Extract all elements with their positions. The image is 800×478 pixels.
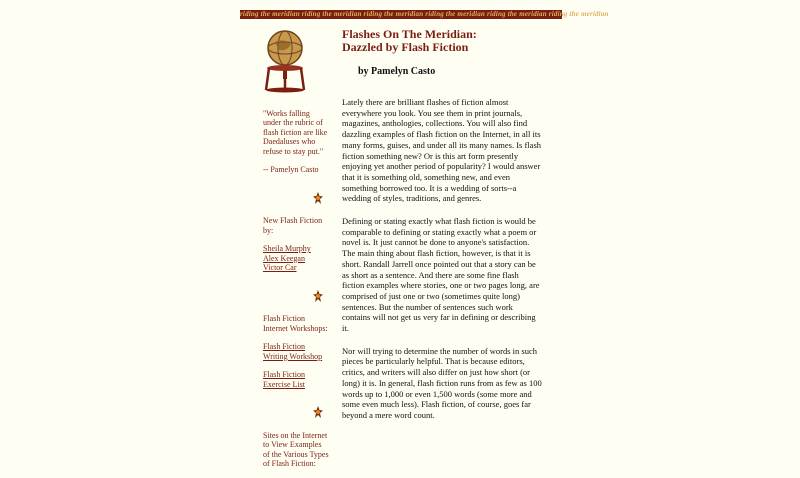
armillary-globe-icon bbox=[263, 28, 307, 94]
workshops-heading: Flash Fiction Internet Workshops: bbox=[263, 314, 328, 333]
article-paragraph: Nor will trying to determine the number of words in such pieces be particularly helpful. That is because editors, critics, and writers will also differ on just how short (or long) it is. In general, flash fiction runs from as few as 100 words up to 1,000 or even 1,500 words (some more and some even much less). Flash fiction, of course, goes far beyond a mere word count. bbox=[342, 345, 542, 420]
article-title bbox=[342, 28, 542, 54]
quote-attribution: -- Pamelyn Casto bbox=[263, 165, 319, 174]
author-link-sheila-murphy[interactable]: Sheila Murphy bbox=[263, 244, 311, 253]
sidebar bbox=[263, 28, 329, 478]
article bbox=[342, 28, 542, 433]
top-banner: riding the meridian riding the meridian riding the meridian riding the meridian riding the meridian riding the meridian bbox=[240, 10, 609, 18]
exercise-list-link[interactable]: Flash Fiction Exercise List bbox=[263, 370, 306, 389]
author-link-alex-keegan[interactable]: Alex Keegan bbox=[263, 253, 305, 263]
author-links bbox=[263, 244, 329, 273]
title-line-1: Flashes On The Meridian: bbox=[342, 27, 477, 41]
title-line-2: Dazzled by Flash Fiction bbox=[342, 40, 469, 54]
article-byline: by Pamelyn Casto bbox=[358, 66, 436, 77]
article-paragraph: Lately there are brilliant flashes of fiction almost everywhere you look. You see them in print journals, magazines, anthologies, collections. You will also find dazzling examples of flash fiction on the Internet, in all its many forms, guises, and under all its many names. Is flash fiction something new? Or is this art form presently enjoying yet another period of popularity? I would answer that it is something old, something new, and even something borrowed too. It is a wedding of sorts--a wedding of styles, traditions, and genres. bbox=[342, 97, 542, 204]
new-flash-heading: New Flash Fiction by: bbox=[263, 216, 323, 235]
author-link-victor-car[interactable]: Victor Car bbox=[263, 263, 297, 272]
quote-text: "Works falling under the rubric of flash fiction are like Daedaluses who refuse to stay put." bbox=[263, 108, 328, 156]
workshop-link[interactable]: Flash Fiction Writing Workshop bbox=[263, 342, 323, 361]
sites-heading: Sites on the Internet to View Examples of the Various Types of Flash Fiction: bbox=[263, 430, 329, 468]
sidebar-quote bbox=[263, 109, 329, 175]
article-paragraph: Defining or stating exactly what flash fiction is would be comparable to defining or stating exactly what a poem or novel is. It just cannot be done to anyone's satisfaction. The main thing about flash fiction, however, is that it is short. Randall Jarrell once pointed out that a story can be as short as a sentence. And there are some fine flash fiction examples where stories, one or two pages long, are comprised of just one or two (sometimes quite long) sentences. But the number of sentences such work contains will not get us very far in defining or describing it. bbox=[342, 216, 540, 334]
